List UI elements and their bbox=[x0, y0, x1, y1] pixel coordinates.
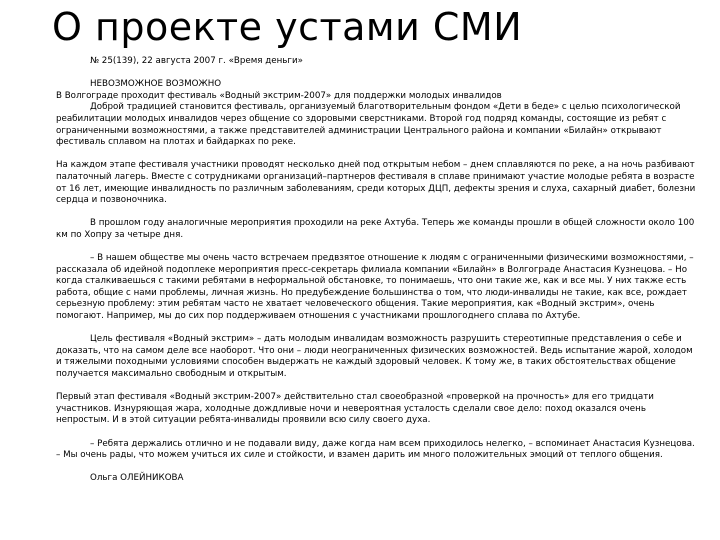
article-paragraph: В прошлом году аналогичные мероприятия проходили на реке Ахтуба. Теперь же команды прошли в общей сложности около 100 км по Хопру за четыре дня. bbox=[56, 218, 695, 240]
article-paragraph: Цель фестиваля «Водный экстрим» – дать молодым инвалидам возможность разрушить стереотипные представления о себе и доказать, что на самом деле все наоборот. Что они – люди неограниченных физических возможностей. Ведь испытание жарой, холодом и тяжелыми походными условиями способен выдержать не каждый здоровый человек. К тому же, в таких обстоятельствах общение получается максимально свободным и открытым. bbox=[56, 334, 693, 380]
article-paragraph: Доброй традицией становится фестиваль, организуемый благотворительным фондом «Дети в беде» с целью психологической реабилитации молодых инвалидов через общение со здоровыми сверстниками. Второй год подряд команды, состоящие из ребят с ограниченными возможностями, а также представителей администрации Центрального района и компании «Билайн» открывают фестиваль сплавом на плотах и байдарках по реке. bbox=[56, 102, 681, 148]
article-paragraph: Первый этап фестиваля «Водный экстрим-2007» действительно стал своеобразной «проверкой на прочность» для его тридцати участников. Изнуряющая жара, холодные дождливые ночи и невероятная усталость сделали свое дело: поход оказался очень непростым. И в этой ситуации ребята-инвалиды проявили всю силу своего духа. bbox=[56, 392, 654, 426]
article-lead: В Волгограде проходит фестиваль «Водный экстрим-2007» для поддержки молодых инвалидов bbox=[56, 90, 502, 101]
article-body bbox=[56, 56, 696, 497]
article-heading: НЕВОЗМОЖНОЕ ВОЗМОЖНО bbox=[90, 79, 222, 90]
slide-title: О проекте устами СМИ bbox=[52, 5, 523, 49]
article-paragraph: – Ребята держались отлично и не подавали виду, даже когда нам всем приходилось нелегко, – вспоминает Анастасия Кузнецова. – Мы очень рады, что можем учиться их силе и стойкости, и взамен дарить им много положительных эмоций от теплого общения. bbox=[56, 438, 695, 461]
article-author: Ольга ОЛЕЙНИКОВА bbox=[90, 473, 184, 484]
article-paragraph: На каждом этапе фестиваля участники проводят несколько дней под открытым небом – днем сплавляются по реке, а на ночь разбивают палаточный лагерь. Вместе с сотрудниками организаций–партнеров фестиваля в сплаве принимают участие молодые ребята в возрасте от 16 лет, имеющие инвалидность по различным заболеваниям, среди которых ДЦП, дефекты зрения и слуха, сахарный диабет, болезни сердца и позвоночника. bbox=[56, 160, 696, 206]
article-paragraph: – В нашем обществе мы очень часто встречаем предвзятое отношение к людям с ограниченными физическими возможностями, – рассказала об идейной подоплеке мероприятия пресс-секретарь филиала компании «Билайн» в Волгограде Анастасия Кузнецова. – Но когда сталкиваешься с такими ребятами в неформальной обстановке, то понимаешь, что они такие же, как и все мы. У них также есть работа, общие с нами проблемы, личная жизнь. Но предубеждение большинства о том, что люди-инвалиды не такие, как все, рождает серьезную проблему: этим ребятам часто не хватает человеческого общения. Такие мероприятия, как «Водный экстрим», очень помогают. Например, мы до сих пор поддерживаем отношения с участниками прошлогоднего сплава по Ахтубе. bbox=[56, 253, 694, 322]
article-source: № 25(139), 22 августа 2007 г. «Время деньги» bbox=[90, 56, 303, 66]
